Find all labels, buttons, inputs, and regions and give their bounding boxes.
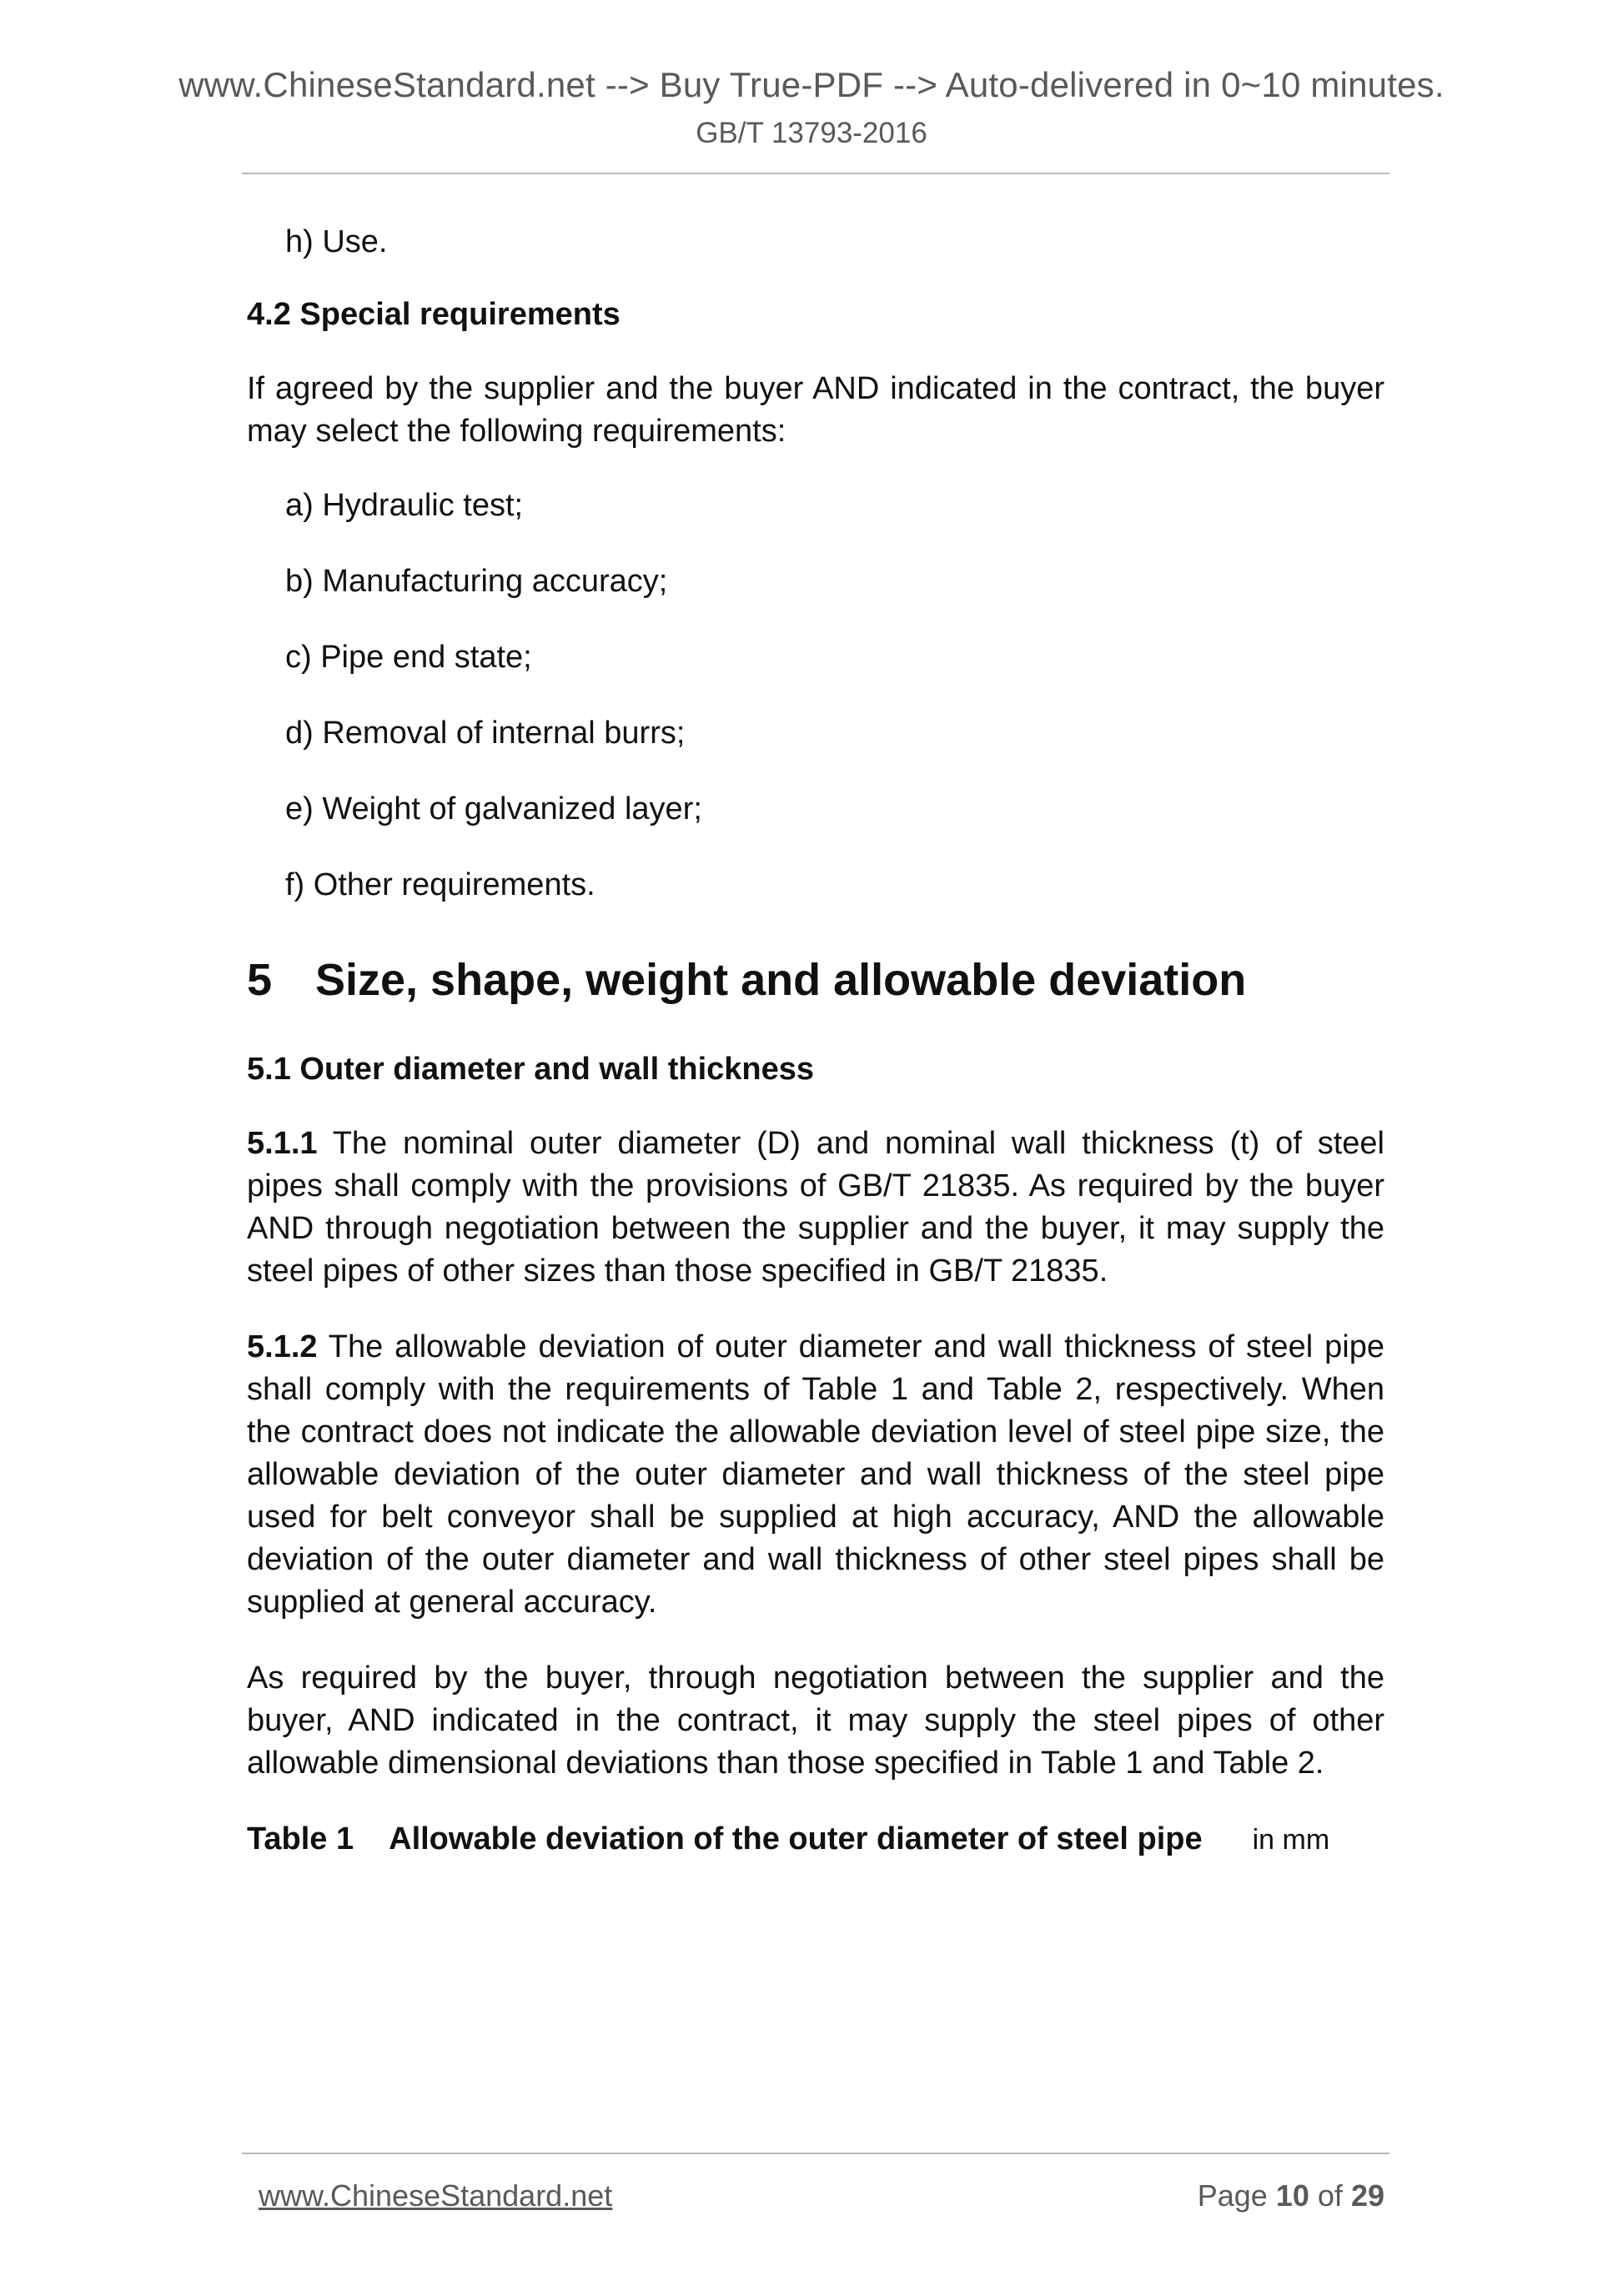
clause-number: 5.1.2 — [247, 1329, 318, 1364]
header-divider — [242, 173, 1389, 174]
section-title-5 — [247, 955, 1384, 1005]
list-item: b) Manufacturing accuracy; — [285, 564, 668, 599]
list-item: f) Other requirements. — [285, 867, 595, 902]
list-item: a) Hydraulic test; — [285, 488, 524, 523]
header-banner: www.ChineseStandard.net --> Buy True-PDF --> Auto-delivered in 0~10 minutes. — [178, 65, 1445, 104]
page-current: 10 — [1275, 2178, 1309, 2213]
table-title: Allowable deviation of the outer diameter of steel pipe — [389, 1821, 1203, 1856]
table-unit: in mm — [1252, 1824, 1330, 1856]
section-number: 5 — [247, 955, 273, 1005]
table-label: Table 1 — [247, 1821, 354, 1856]
paragraph-5-1-2 — [247, 1326, 1384, 1624]
section-title-text: Size, shape, weight and allowable deviation — [315, 955, 1247, 1005]
page-number — [1198, 2178, 1384, 2213]
subsection-title-4-2: 4.2 Special requirements — [247, 297, 621, 332]
clause-text: The allowable deviation of outer diameter and wall thickness of steel pipe shall comply with the requirements of Table 1 and Table 2, respectively. When the contract does not indicate the allowable deviation level of steel pipe size, the allowable deviation of the outer diameter and wall thickness of the steel pipe used for belt conveyor shall be supplied at high accuracy, AND the allowable deviation of the outer diameter and wall thickness of other steel pipes shall be supplied at general accuracy. — [247, 1329, 1384, 1620]
clause-number: 5.1.1 — [247, 1126, 318, 1161]
subsection-title-5-1: 5.1 Outer diameter and wall thickness — [247, 1052, 815, 1087]
footer-site-link[interactable]: www.ChineseStandard.net — [259, 2178, 613, 2213]
paragraph-5-1-1 — [247, 1123, 1384, 1293]
list-item: e) Weight of galvanized layer; — [285, 791, 702, 826]
footer-divider — [242, 2153, 1389, 2154]
clause-text: The nominal outer diameter (D) and nominal wall thickness (t) of steel pipes shall comply with the provisions of GB/T 21835. As required by the buyer AND through negotiation between the supplier and the buyer, it may supply the steel pipes of other sizes than those specified in GB/T 21835. — [247, 1126, 1384, 1289]
list-item: c) Pipe end state; — [285, 640, 532, 675]
page-content — [247, 221, 1384, 1861]
paragraph-4-2-intro: If agreed by the supplier and the buyer AND indicated in the contract, the buyer may select the following requirements: — [247, 371, 1384, 449]
page-total: 29 — [1350, 2178, 1384, 2213]
list-item: d) Removal of internal burrs; — [285, 716, 686, 751]
list-item-h: h) Use. — [285, 224, 388, 259]
table-1-caption — [247, 1818, 1384, 1861]
paragraph-5-1-2-continued: As required by the buyer, through negotiation between the supplier and the buyer, AND indicated in the contract, it may supply the steel pipes of other allowable dimensional deviations than those specified in Table 1 and Table 2. — [247, 1660, 1384, 1781]
page-of: of — [1317, 2178, 1343, 2213]
page-word: Page — [1197, 2178, 1268, 2213]
standard-code: GB/T 13793-2016 — [696, 117, 927, 149]
